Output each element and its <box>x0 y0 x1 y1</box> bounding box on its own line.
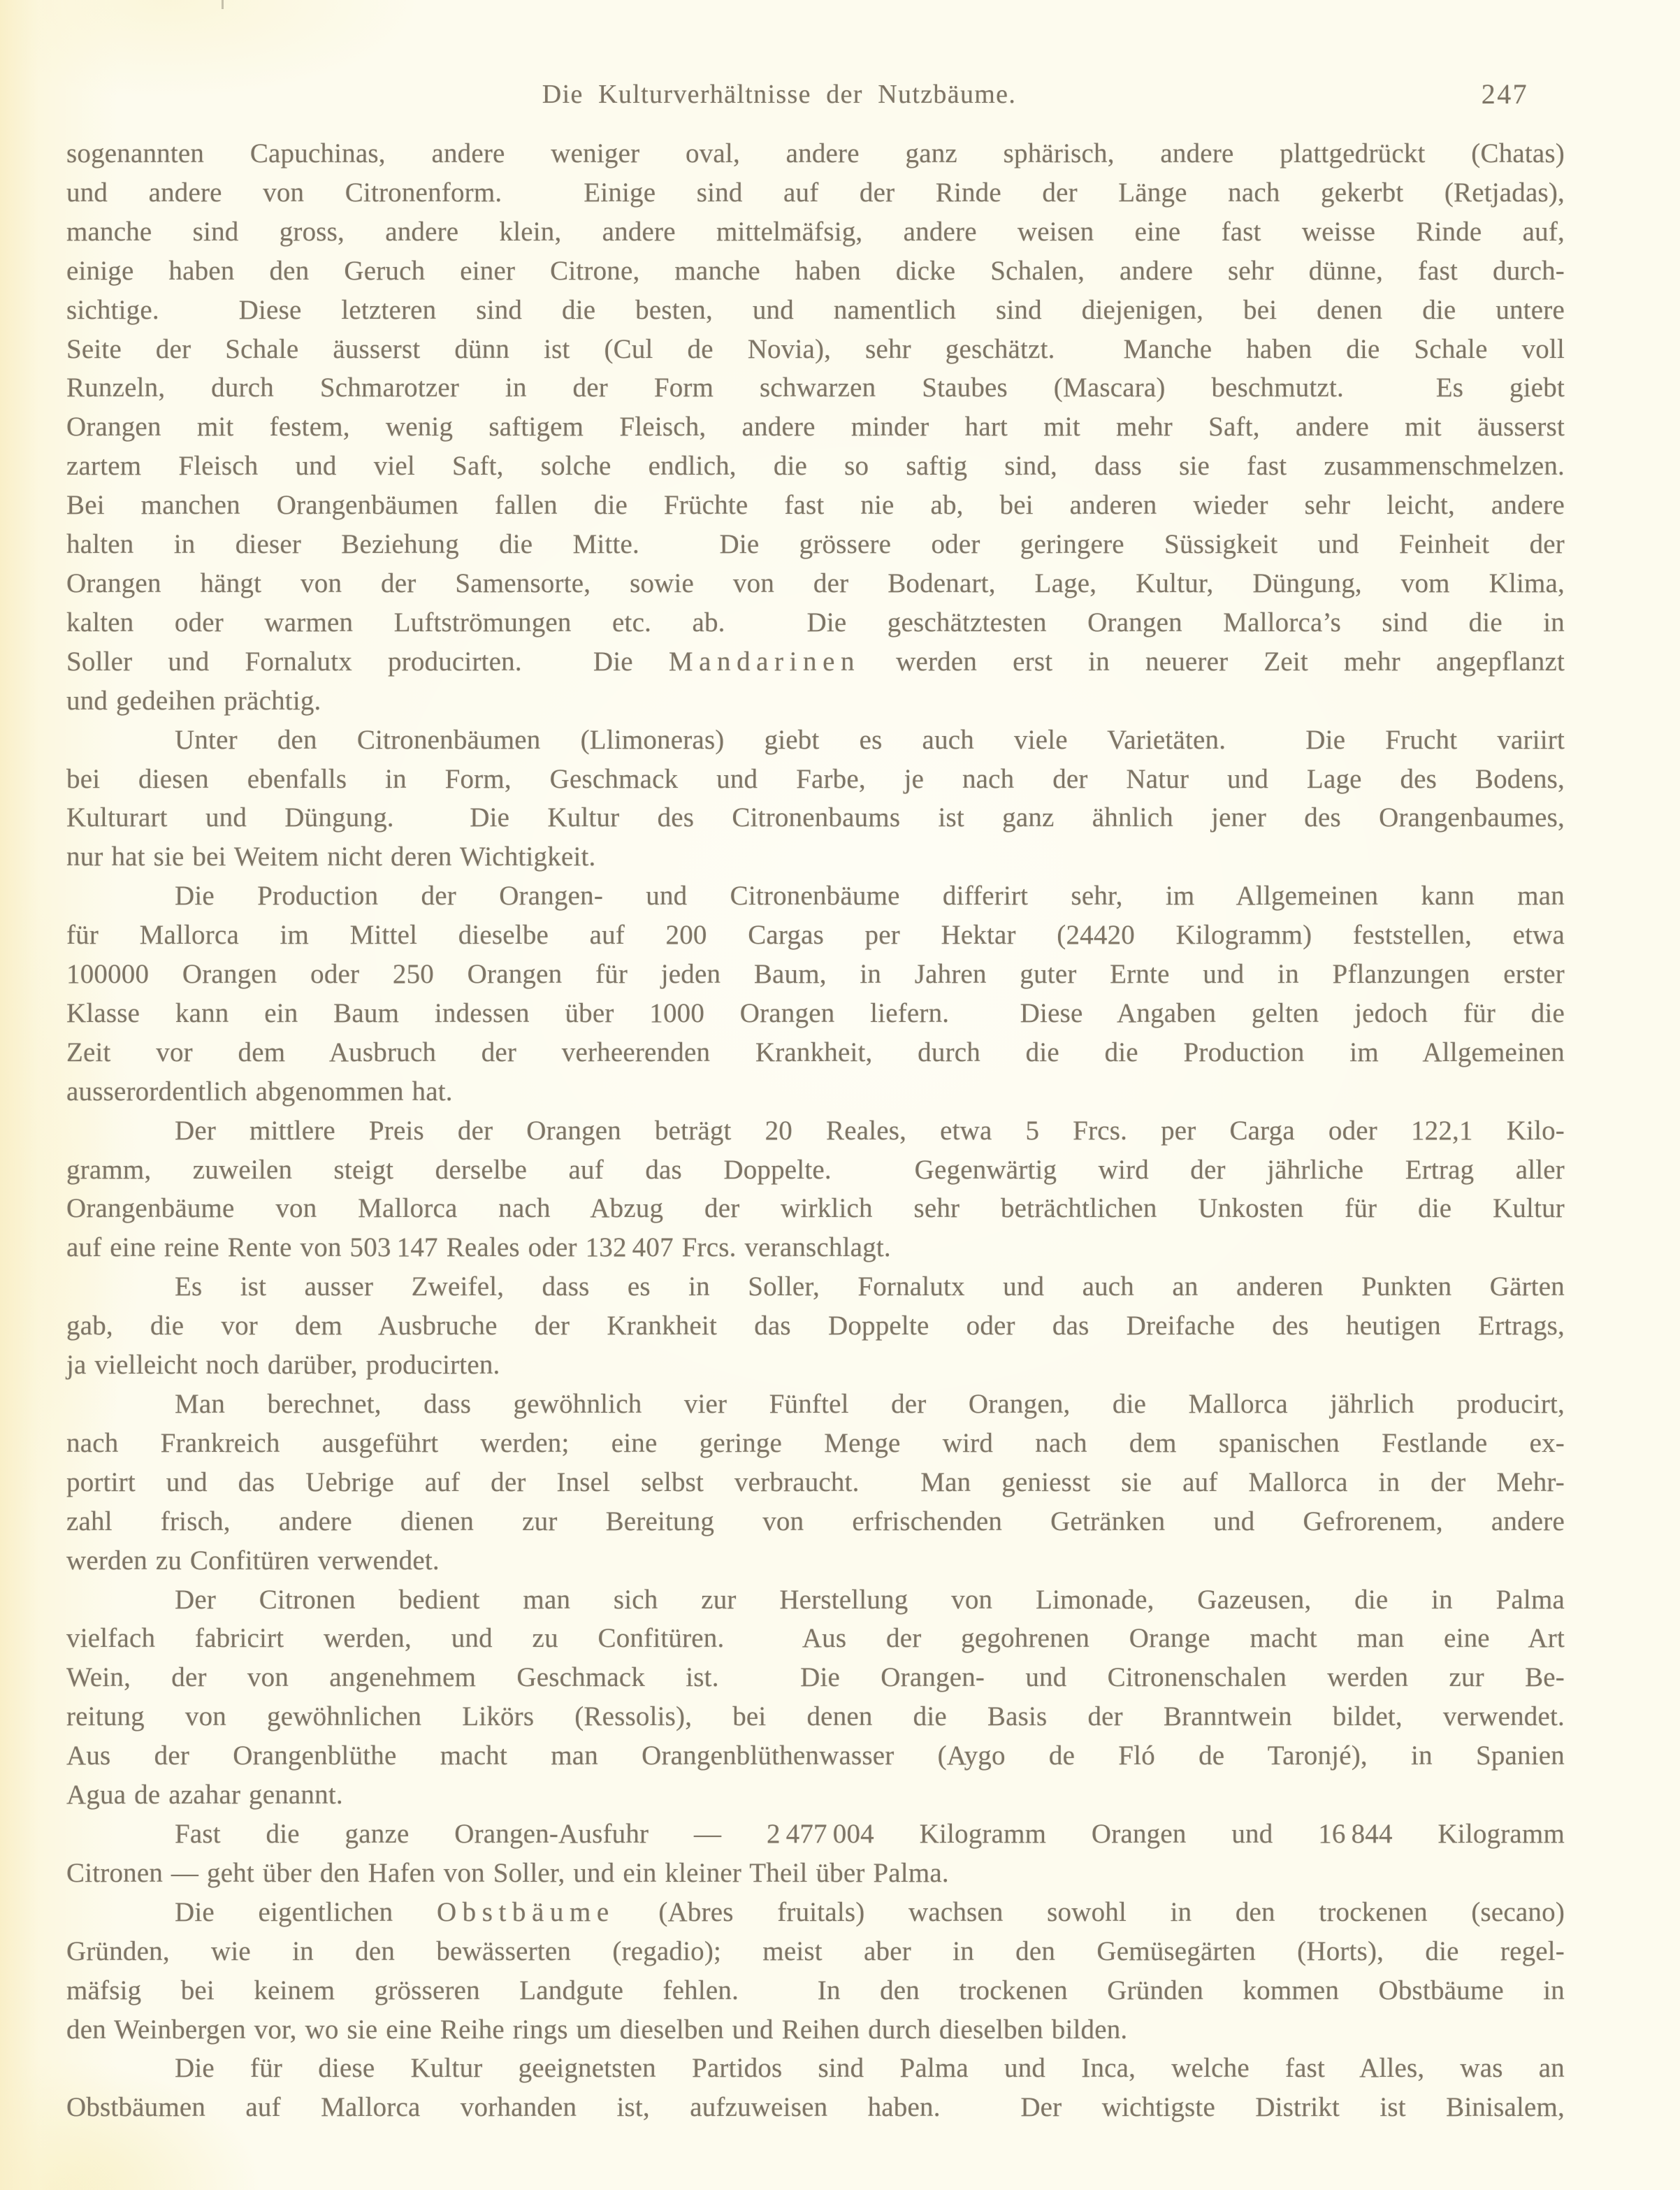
text-line: Citronen — geht über den Hafen von Soller, und ein kleiner Theil über Palma. <box>66 1857 949 1888</box>
text-line: gramm, zuweilen steigt derselbe auf das Doppelte. Gegenwärtig wird der jährliche Ertrag aller <box>66 1154 1565 1185</box>
text-line: Agua de azahar genannt. <box>66 1780 343 1810</box>
scan-artifact <box>222 0 224 9</box>
text-line: nur hat sie bei Weitem nicht deren Wichtigkeit. <box>66 842 596 872</box>
text-line: kalten oder warmen Luftströmungen etc. ab. Die geschätztesten Orangen Mallorca’s sind die in <box>66 607 1565 637</box>
paragraph <box>66 1385 1565 1580</box>
running-head <box>66 78 1565 110</box>
text-segment: Soller und Fornalutx producirten. Die <box>66 646 669 677</box>
text-line: Aus der Orangenblüthe macht man Orangenblüthenwasser (Aygo de Fló de Taronjé), in Spanien <box>66 1741 1565 1771</box>
text-line: Klasse kann ein Baum indessen über 1000 Orangen liefern. Diese Angaben gelten jedoch für die <box>66 997 1565 1028</box>
text-line: den Weinbergen vor, wo sie eine Reihe rings um dieselben und Reihen durch dieselben bilden. <box>66 2014 1128 2045</box>
text-line: Obstbäumen auf Mallorca vorhanden ist, aufzuweisen haben. Der wichtigste Distrikt ist Binisalem, <box>66 2092 1565 2123</box>
text-line: Unter den Citronenbäumen (Llimoneras) giebt es auch viele Varietäten. Die Frucht variirt <box>175 724 1565 755</box>
paragraph <box>66 1267 1565 1385</box>
text-line: gab, die vor dem Ausbruche der Krankheit das Doppelte oder das Dreifache des heutigen Ertrags, <box>66 1311 1565 1341</box>
text-line: Die Production der Orangen- und Citronenbäume differirt sehr, im Allgemeinen kann man <box>175 881 1565 912</box>
page-number: 247 <box>1481 78 1528 110</box>
letterspaced-word: Mandarinen <box>668 646 861 677</box>
text-line: zartem Fleisch und viel Saft, solche endlich, die so saftig sind, dass sie fast zusammenschmelzen. <box>66 451 1565 482</box>
text-line: und andere von Citronenform. Einige sind auf der Rinde der Länge nach gekerbt (Retjadas), <box>66 177 1565 208</box>
text-line: Orangen hängt von der Samensorte, sowie von der Bodenart, Lage, Kultur, Düngung, vom Klima, <box>66 568 1565 598</box>
text-line: nach Frankreich ausgeführt werden; eine geringe Menge wird nach dem spanischen Festlande ex- <box>66 1427 1565 1458</box>
text-line: Seite der Schale äusserst dünn ist (Cul de Novia), sehr geschätzt. Manche haben die Schale voll <box>66 333 1565 364</box>
text-line: Der Citronen bedient man sich zur Herstellung von Limonade, Gazeusen, die in Palma <box>175 1584 1565 1615</box>
text-line: Man berechnet, dass gewöhnlich vier Fünftel der Orangen, die Mallorca jährlich producirt, <box>175 1389 1565 1419</box>
paragraph <box>66 877 1565 1111</box>
paragraph <box>66 134 1565 721</box>
page-title: Die Kulturverhältnisse der Nutzbäume. <box>542 80 1017 109</box>
text-line: sogenannten Capuchinas, andere weniger oval, andere ganz sphärisch, andere plattgedrückt (Chatas) <box>66 138 1565 168</box>
text-line: Kulturart und Düngung. Die Kultur des Citronenbaums ist ganz ähnlich jener des Orangenbaumes, <box>66 802 1565 833</box>
text-line: Fast die ganze Orangen-Ausfuhr — 2 477 004 Kilogramm Orangen und 16 844 Kilogramm <box>175 1818 1565 1849</box>
text-line: werden zu Confitüren verwendet. <box>66 1545 440 1576</box>
text-line: ausserordentlich abgenommen hat. <box>66 1076 453 1107</box>
text-line: ja vielleicht noch darüber, producirten. <box>66 1350 500 1381</box>
text-line: vielfach fabricirt werden, und zu Confitüren. Aus der gegohrenen Orange macht man eine Art <box>66 1623 1565 1654</box>
text-line: Orangen mit festem, wenig saftigem Fleisch, andere minder hart mit mehr Saft, andere mit äusserst <box>66 412 1565 442</box>
letterspaced-word: Obstbäume <box>436 1896 615 1927</box>
text-line <box>66 642 1565 682</box>
text-line: 100000 Orangen oder 250 Orangen für jeden Baum, in Jahren guter Ernte und in Pflanzungen erster <box>66 959 1565 990</box>
text-line: Runzeln, durch Schmarotzer in der Form schwarzen Staubes (Mascara) beschmutzt. Es giebt <box>66 373 1565 403</box>
text-line: für Mallorca im Mittel dieselbe auf 200 Cargas per Hektar (24420 Kilogramm) feststellen, etwa <box>66 920 1565 951</box>
text-line: bei diesen ebenfalls in Form, Geschmack und Farbe, je nach der Natur und Lage des Bodens, <box>66 763 1565 794</box>
text-line: auf eine reine Rente von 503 147 Reales oder 132 407 Frcs. veranschlagt. <box>66 1232 891 1263</box>
text-line: zahl frisch, andere dienen zur Bereitung von erfrischenden Getränken und Gefrorenem, andere <box>66 1506 1565 1536</box>
text-segment: Die eigentlichen <box>175 1896 437 1927</box>
paragraph <box>66 721 1565 877</box>
text-line: einige haben den Geruch einer Citrone, manche haben dicke Schalen, andere sehr dünne, fast durch- <box>66 255 1565 286</box>
text-line: manche sind gross, andere klein, andere mittelmäfsig, andere weisen eine fast weisse Rinde auf, <box>66 216 1565 247</box>
text-line: reitung von gewöhnlichen Likörs (Ressolis), bei denen die Basis der Branntwein bildet, verwendet. <box>66 1701 1565 1732</box>
text-line: Bei manchen Orangenbäumen fallen die Früchte fast nie ab, bei anderen wieder sehr leicht, andere <box>66 490 1565 521</box>
text-line: sichtige. Diese letzteren sind die besten, und namentlich sind diejenigen, bei denen die untere <box>66 294 1565 325</box>
text-line: mäfsig bei keinem grösseren Landgute fehlen. In den trockenen Gründen kommen Obstbäume in <box>66 1975 1565 2005</box>
paragraph <box>66 1580 1565 1815</box>
text-line: portirt und das Uebrige auf der Insel selbst verbraucht. Man geniesst sie auf Mallorca in der Mehr- <box>66 1467 1565 1497</box>
text-segment: (Abres fruitals) wachsen sowohl in den trockenen (secano) <box>614 1896 1565 1927</box>
text-line: Die für diese Kultur geeignetsten Partidos sind Palma und Inca, welche fast Alles, was an <box>175 2053 1565 2084</box>
text-line: und gedeihen prächtig. <box>66 685 321 716</box>
paragraph <box>66 1815 1565 1893</box>
paragraph <box>66 1893 1565 2049</box>
paragraph <box>66 2049 1565 2127</box>
text-line: Gründen, wie in den bewässerten (regadio); meist aber in den Gemüsegärten (Horts), die regel- <box>66 1936 1565 1966</box>
text-line: Orangenbäume von Mallorca nach Abzug der wirklich sehr beträchtlichen Unkosten für die Kultur <box>66 1193 1565 1224</box>
text-line: Wein, der von angenehmem Geschmack ist. Die Orangen- und Citronenschalen werden zur Be- <box>66 1662 1565 1693</box>
text-block <box>66 134 1565 2127</box>
text-segment: werden erst in neuerer Zeit mehr angepflanzt <box>860 646 1565 677</box>
text-line: Der mittlere Preis der Orangen beträgt 20 Reales, etwa 5 Frcs. per Carga oder 122,1 Kilo- <box>175 1115 1565 1146</box>
paragraph <box>66 1111 1565 1268</box>
text-line: Zeit vor dem Ausbruch der verheerenden Krankheit, durch die die Production im Allgemeinen <box>66 1037 1565 1067</box>
text-line: halten in dieser Beziehung die Mitte. Die grössere oder geringere Süssigkeit und Feinheit der <box>66 529 1565 560</box>
text-line <box>66 1893 1565 1932</box>
text-line: Es ist ausser Zweifel, dass es in Soller, Fornalutx und auch an anderen Punkten Gärten <box>175 1272 1565 1302</box>
